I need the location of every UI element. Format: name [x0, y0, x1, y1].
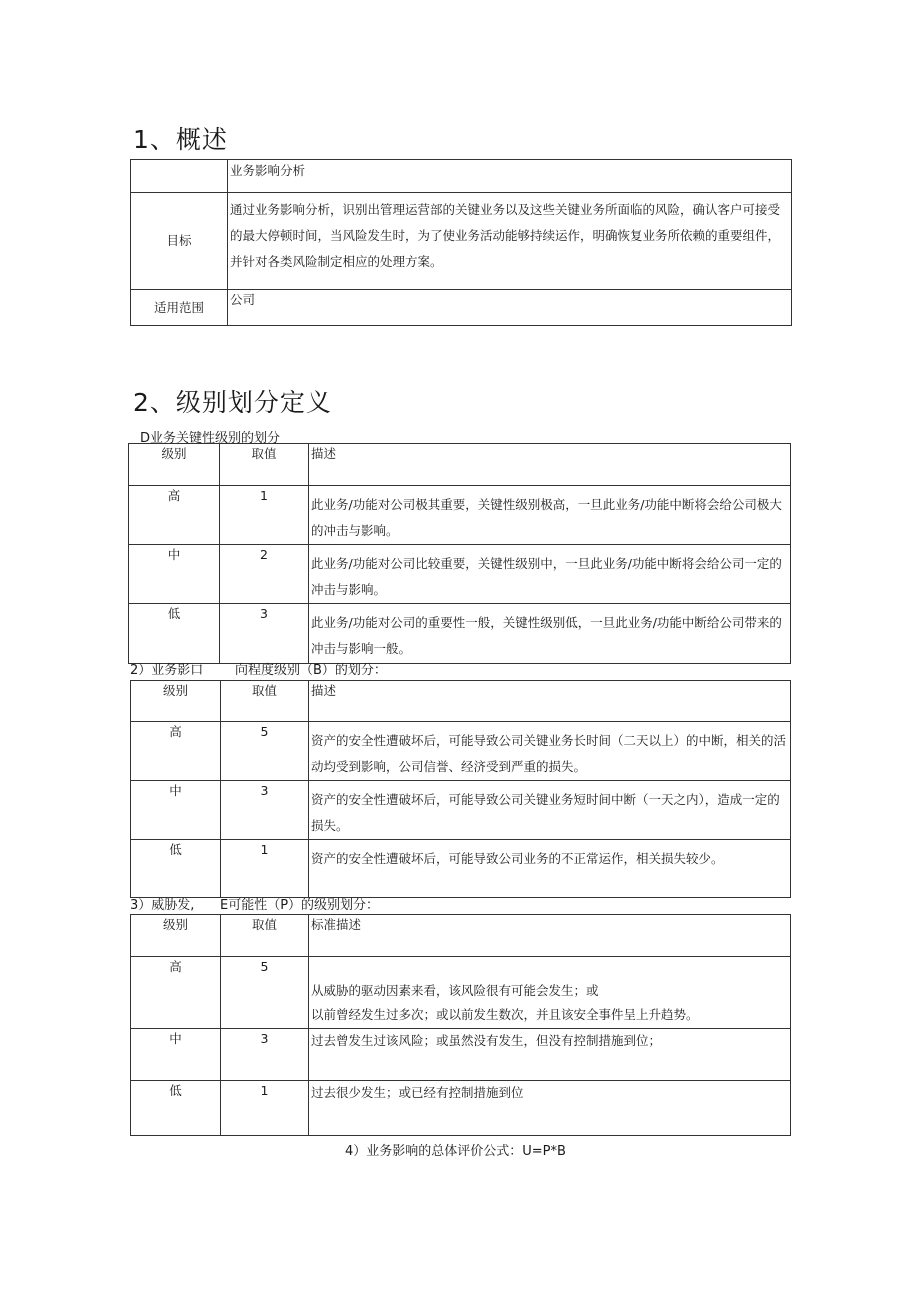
table-1-caption: D业务关键性级别的划分 [140, 431, 281, 446]
overview-label: 目标 [131, 193, 228, 290]
table-row [129, 444, 791, 486]
cell-value: 5 [221, 722, 309, 781]
cell-value: 3 [221, 1029, 309, 1081]
header-level: 级别 [131, 681, 221, 722]
header-desc: 描述 [309, 444, 791, 486]
section-2-heading: 2、级别划分定义 [133, 388, 332, 417]
table-row [131, 193, 792, 290]
overview-value: 业务影响分析 [228, 160, 792, 193]
cell-desc: 资产的安全性遭破坏后，可能导致公司业务的不正常运作，相关损失较少。 [309, 840, 791, 898]
cell-desc: 此业务/功能对公司比较重要，关键性级别中，一旦此业务/功能中断将会给公司一定的冲击与影响。 [309, 545, 791, 604]
cell-level: 高 [129, 486, 220, 545]
cell-desc: 资产的安全性遭破坏后，可能导致公司关键业务短时间中断（一天之内），造成一定的损失。 [309, 781, 791, 840]
table-row [131, 840, 791, 898]
cell-value: 2 [220, 545, 309, 604]
overview-table [130, 159, 792, 326]
desc-line: 从威胁的驱动因素来看，该风险很有可能会发生；或 [311, 983, 599, 998]
cell-level: 中 [131, 781, 221, 840]
cell-level: 低 [131, 840, 221, 898]
table-row [129, 604, 791, 664]
cell-value: 3 [221, 781, 309, 840]
table-row [129, 486, 791, 545]
cell-value: 5 [221, 957, 309, 1029]
table-row [131, 290, 792, 326]
section-1-heading: 1、概述 [133, 125, 228, 154]
table-row [131, 1029, 791, 1081]
table-row [131, 160, 792, 193]
table-3-caption-left: 3）威胁发, [130, 898, 195, 913]
impact-table [130, 680, 791, 898]
cell-desc: 此业务/功能对公司极其重要，关键性级别极高，一旦此业务/功能中断将会给公司极大的冲击与影响。 [309, 486, 791, 545]
cell-level: 中 [129, 545, 220, 604]
cell-level: 高 [131, 722, 221, 781]
overview-value: 通过业务影响分析，识别出管理运营部的关键业务以及这些关键业务所面临的风险，确认客户可接受的最大停顿时间，当风险发生时，为了使业务活动能够持续运作，明确恢复业务所依赖的重要组件，并针对各类风险制定相应的处理方案。 [228, 193, 792, 290]
table-row [131, 781, 791, 840]
cell-level: 高 [131, 957, 221, 1029]
cell-level: 低 [131, 1081, 221, 1136]
cell-desc: 资产的安全性遭破坏后，可能导致公司关键业务长时间（二天以上）的中断，相关的活动均受到影响，公司信誉、经济受到严重的损失。 [309, 722, 791, 781]
overview-value: 公司 [228, 290, 792, 326]
table-3-caption-right: E可能性（P）的级别划分： [220, 898, 380, 913]
desc-line: 以前曾经发生过多次；或以前发生数次，并且该安全事件呈上升趋势。 [311, 1007, 699, 1022]
cell-desc: 过去很少发生；或已经有控制措施到位 [309, 1081, 791, 1136]
cell-desc: 此业务/功能对公司的重要性一般，关键性级别低，一旦此业务/功能中断给公司带来的冲击与影响一般。 [309, 604, 791, 664]
cell-value: 1 [221, 840, 309, 898]
header-value: 取值 [221, 681, 309, 722]
table-row [131, 1081, 791, 1136]
cell-level: 低 [129, 604, 220, 664]
table-row [131, 681, 791, 722]
likelihood-table [130, 914, 791, 1136]
table-row [131, 957, 791, 1029]
header-value: 取值 [221, 915, 309, 957]
header-desc: 描述 [309, 681, 791, 722]
table-row [129, 545, 791, 604]
cell-value: 1 [221, 1081, 309, 1136]
table-row [131, 915, 791, 957]
table-2-caption-left: 2）业务影口 [130, 663, 204, 678]
criticality-table [128, 443, 791, 664]
overview-label [131, 160, 228, 193]
cell-desc: 过去曾发生过该风险；或虽然没有发生，但没有控制措施到位； [309, 1029, 791, 1081]
header-level: 级别 [129, 444, 220, 486]
table-row [131, 722, 791, 781]
table-2-caption-right: 向程度级别（B）的划分： [235, 663, 387, 678]
cell-value: 3 [220, 604, 309, 664]
header-desc: 标准描述 [309, 915, 791, 957]
header-level: 级别 [131, 915, 221, 957]
overview-label: 适用范围 [131, 290, 228, 326]
cell-desc [309, 957, 791, 1029]
cell-level: 中 [131, 1029, 221, 1081]
formula-text: 4）业务影响的总体评价公式：U=P*B [345, 1144, 566, 1159]
header-value: 取值 [220, 444, 309, 486]
cell-value: 1 [220, 486, 309, 545]
